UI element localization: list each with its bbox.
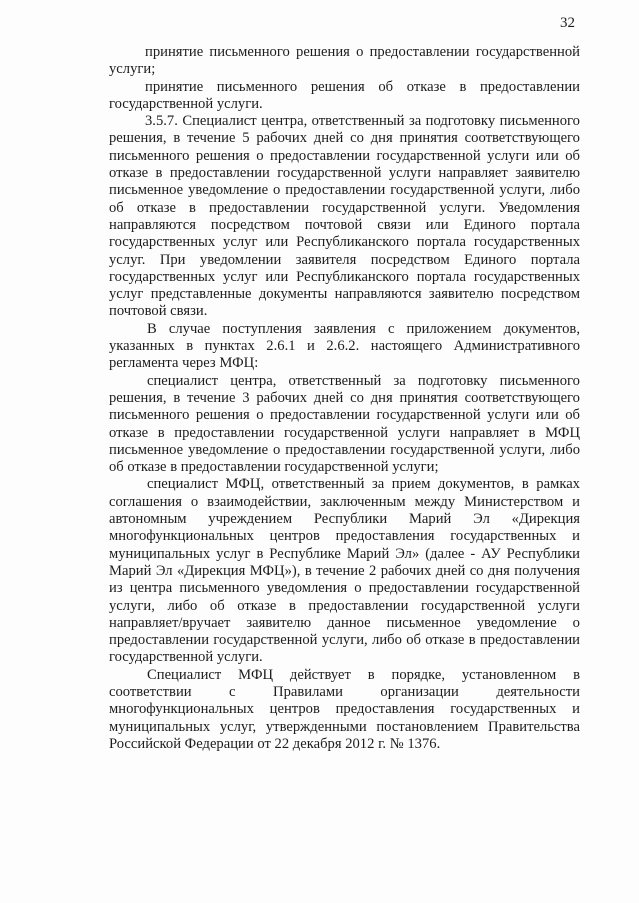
paragraph-mfc-case: В случае поступления заявления с приложением документов, указанных в пунктах 2.6.1 и 2.6.2. настоящего Административного регламента через МФЦ:: [109, 320, 580, 372]
list-item-accept-decision: принятие письменного решения о предоставлении государственной услуги;: [109, 44, 580, 78]
list-item-refusal-decision: принятие письменного решения об отказе в предоставлении государственной услуги.: [109, 78, 580, 112]
paragraph-mfc-rules: Специалист МФЦ действует в порядке, установленном в соответствии с Правилами организации деятельности многофункциональных центров предоставления государственных и муниципальных услуг, утвержденными постановлением Правительства Российской Федерации от 22 декабря 2012 г. № 1376.: [109, 666, 580, 752]
paragraph-center-specialist: специалист центра, ответственный за подготовку письменного решения, в течение 3 рабочих дней со дня принятия соответствующего письменного решения о предоставлении государственной услуги или об отказе в предоставлении государственной услуги направляет в МФЦ письменное уведомление о предоставлении государственной услуги, либо об отказе в предоставлении государственной услуги;: [109, 372, 580, 476]
document-body: [109, 44, 580, 753]
paragraph-3-5-7: 3.5.7. Специалист центра, ответственный за подготовку письменного решения, в течение 5 рабочих дней со дня принятия соответствующего письменного решения о предоставлении государственной услуги или об отказе в предоставлении государственной услуги направляет заявителю письменное уведомление о предоставлении государственной услуги, либо об отказе в предоставлении государственной услуги. Уведомления направляются посредством почтовой связи или Единого портала государственных услуг или Республиканского портала государственных услуг. При уведомлении заявителя посредством Единого портала государственных услуг или Республиканского портала государственных услуг представленные документы направляются заявителю посредством почтовой связи.: [109, 113, 580, 320]
page-number: 32: [560, 15, 575, 31]
paragraph-mfc-specialist: специалист МФЦ, ответственный за прием документов, в рамках соглашения о взаимодействии, заключенным между Министерством и автономным учреждением Республики Марий Эл «Дирекция многофункциональных центров предоставления государственных и муниципальных услуг в Республике Марий Эл» (далее - АУ Республики Марий Эл «Дирекция МФЦ»), в течение 2 рабочих дней со дня получения из центра письменного уведомления о предоставлении государственной услуги, либо об отказе в предоставлении государственной услуги направляет/вручает заявителю данное письменное уведомление о предоставлении государственной услуги, либо об отказе в предоставлении государственной услуги.: [109, 476, 580, 666]
